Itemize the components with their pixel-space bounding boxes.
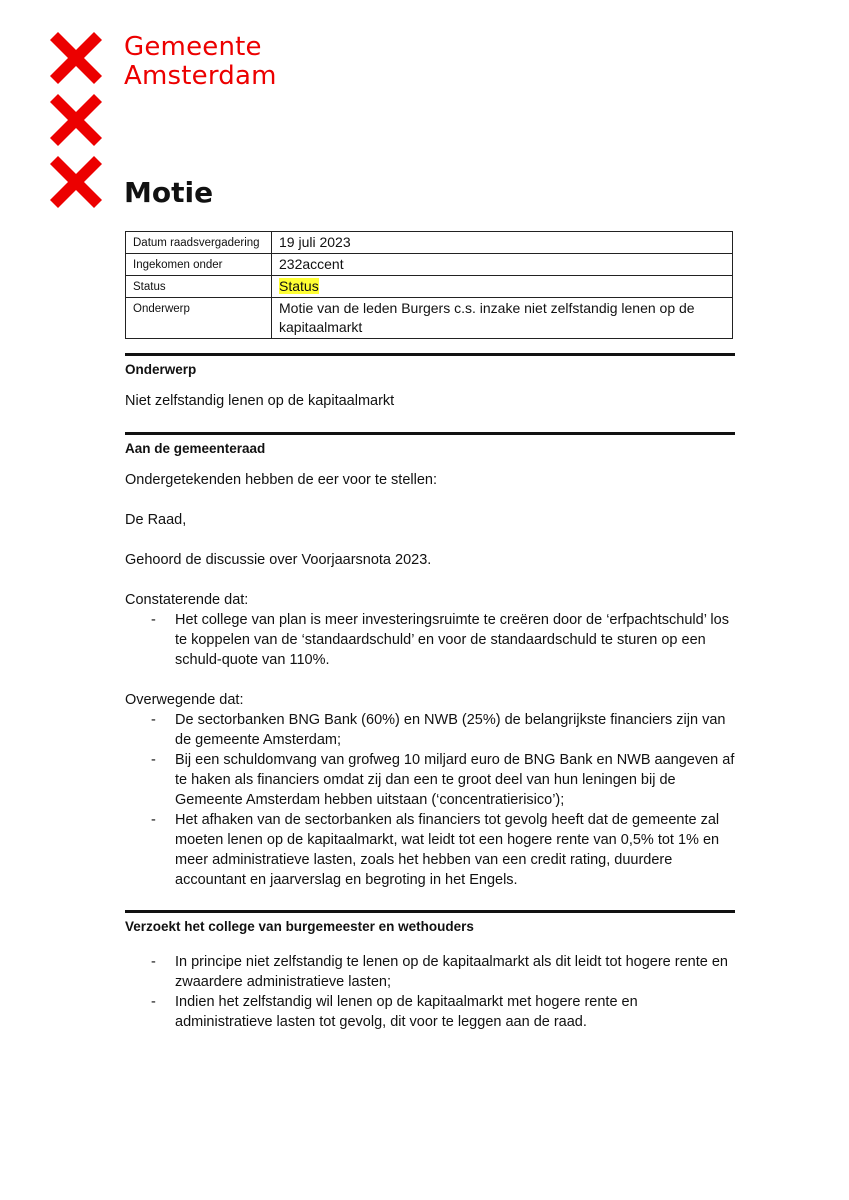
section-divider xyxy=(125,432,735,435)
andreas-cross-icon xyxy=(50,32,102,218)
section-divider xyxy=(125,353,735,356)
cross-1-icon xyxy=(50,32,102,84)
meta-value xyxy=(272,276,733,298)
meta-row xyxy=(126,254,733,276)
section-heading: Onderwerp xyxy=(125,362,197,377)
intro-text: Ondergetekenden hebben de eer voor te stellen: xyxy=(125,472,437,488)
gehoord-text: Gehoord de discussie over Voorjaarsnota 2023. xyxy=(125,552,432,568)
meta-row xyxy=(126,298,733,339)
meta-label: Status xyxy=(126,276,272,298)
list-item: - De sectorbanken BNG Bank (60%) en NWB (25%) de belangrijkste financiers zijn van de gemeente Amsterdam; xyxy=(125,710,735,750)
meta-row xyxy=(126,232,733,254)
cross-2-icon xyxy=(50,94,102,146)
logo-wordmark xyxy=(124,33,277,91)
verzoekt-list xyxy=(125,952,735,1032)
list-item: - Het college van plan is meer investeringsruimte te creëren door de ‘erfpachtschuld’ los te koppelen van de ‘standaardschuld’ en voor de standaardschuld te sturen op een schuld-quote van 110%. xyxy=(125,610,735,670)
raad-text: De Raad, xyxy=(125,512,187,528)
logo-line-2: Amsterdam xyxy=(124,61,277,91)
overwegende-list xyxy=(125,710,735,890)
section-aan-gemeenteraad xyxy=(125,432,735,890)
constaterende-list xyxy=(125,610,735,670)
meta-value: 232accent xyxy=(272,254,733,276)
section-verzoekt xyxy=(125,910,735,1032)
overwegende-label: Overwegende dat: xyxy=(125,692,244,708)
meta-label: Ingekomen onder xyxy=(126,254,272,276)
cross-3-icon xyxy=(50,156,102,208)
section-heading: Verzoekt het college van burgemeester en wethouders xyxy=(125,919,474,934)
meta-label: Datum raadsvergadering xyxy=(126,232,272,254)
document-title: Motie xyxy=(124,176,214,209)
onderwerp-text: Niet zelfstandig lenen op de kapitaalmarkt xyxy=(125,393,395,409)
meta-label: Onderwerp xyxy=(126,298,272,339)
section-divider xyxy=(125,910,735,913)
logo-line-1: Gemeente xyxy=(124,32,262,62)
list-item: - In principe niet zelfstandig te lenen op de kapitaalmarkt als dit leidt tot hogere rente en zwaardere administratieve lasten; xyxy=(125,952,735,992)
section-onderwerp xyxy=(125,353,735,411)
meta-value: Motie van de leden Burgers c.s. inzake niet zelfstandig lenen op de kapitaalmarkt xyxy=(272,298,733,339)
list-item: - Indien het zelfstandig wil lenen op de kapitaalmarkt met hogere rente en administratieve lasten tot gevolg, dit voor te leggen aan de raad. xyxy=(125,992,735,1032)
list-item: - Het afhaken van de sectorbanken als financiers tot gevolg heeft dat de gemeente zal moeten lenen op de kapitaalmarkt, wat leidt tot een hogere rente van 0,5% tot 1% en meer administratieve lasten, zoals het hebben van een credit rating, duurdere accountant en jaarverslag en begroting in het Engels. xyxy=(125,810,735,890)
list-item: - Bij een schuldomvang van grofweg 10 miljard euro de BNG Bank en NWB aangeven af te haken als financiers omdat zij dan een te groot deel van hun leningen bij de Gemeente Amsterdam hebben uitstaan (‘concentratierisico’); xyxy=(125,750,735,810)
constaterende-label: Constaterende dat: xyxy=(125,592,249,608)
section-heading: Aan de gemeenteraad xyxy=(125,441,266,456)
meta-table xyxy=(125,231,733,339)
status-highlight: Status xyxy=(279,278,319,294)
meta-row xyxy=(126,276,733,298)
meta-value: 19 juli 2023 xyxy=(272,232,733,254)
